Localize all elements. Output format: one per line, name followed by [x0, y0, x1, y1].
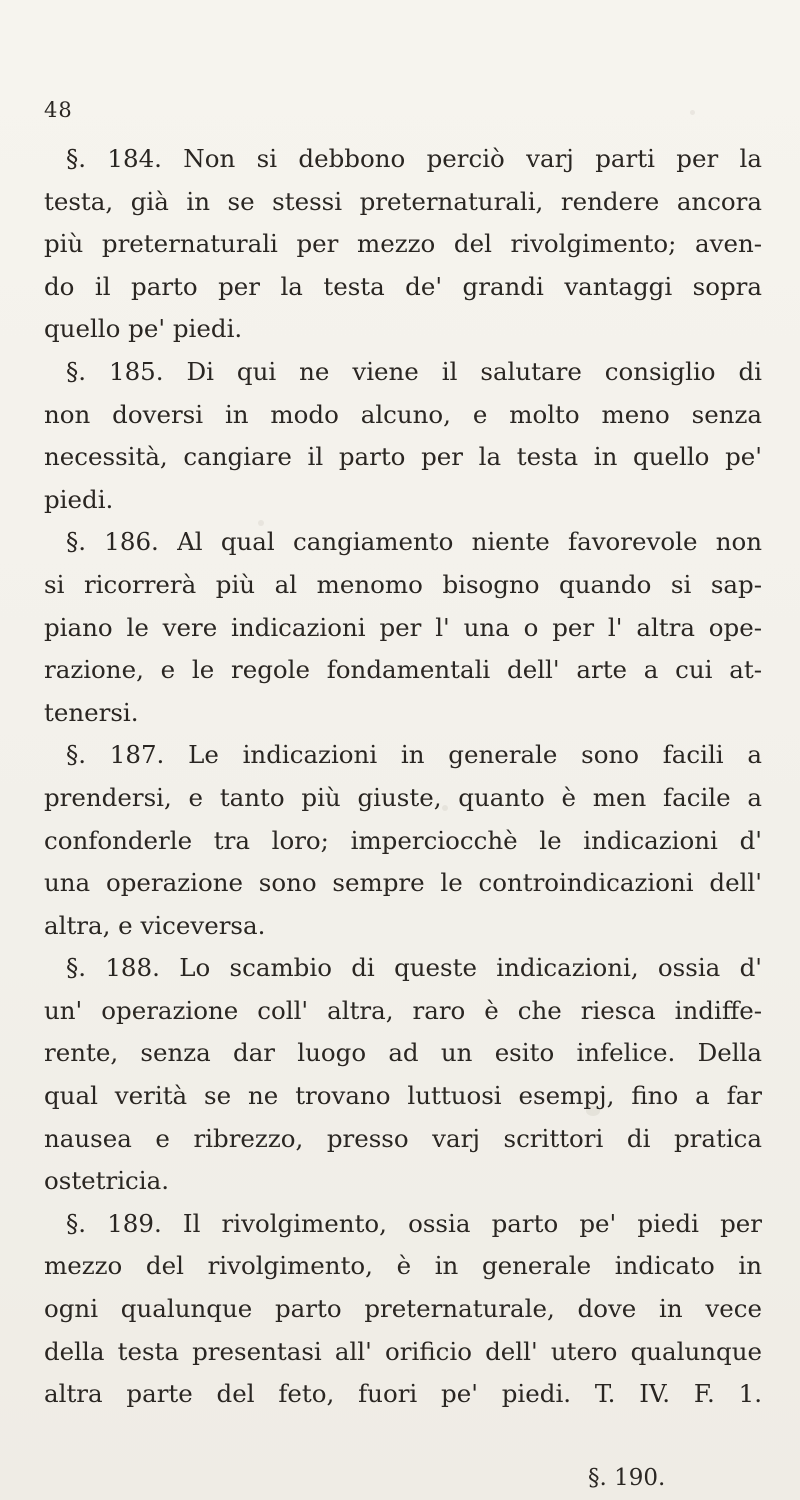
paper-stain	[690, 110, 695, 115]
text-line: altra parte del feto, fuori pe' piedi. T. IV. F. 1.	[44, 1379, 762, 1409]
body-text	[44, 138, 762, 1416]
text-line: non doversi in modo alcuno, e molto meno senza	[44, 399, 762, 429]
text-line: confonderle tra loro; imperciocchè le indicazioni d'	[44, 825, 762, 855]
text-line: §. 184. Non si debbono perciò varj parti per la	[66, 144, 762, 173]
text-line: §. 188. Lo scambio di queste indicazioni, ossia d'	[66, 953, 762, 983]
text-line: necessità, cangiare il parto per la testa in quello pe'	[44, 442, 762, 472]
text-line: più preternaturali per mezzo del rivolgimento; aven-	[44, 229, 762, 259]
text-line: quello pe' piedi.	[44, 314, 243, 344]
text-line: §. 189. Il rivolgimento, ossia parto pe' piedi per	[66, 1208, 762, 1238]
paragraph-187	[44, 734, 762, 947]
paragraph-184	[44, 138, 762, 351]
text-line: tenersi.	[44, 697, 139, 727]
text-line: un' operazione coll' altra, raro è che riesca indiffe-	[44, 995, 762, 1025]
text-line: §. 187. Le indicazioni in generale sono facili a	[66, 740, 762, 770]
text-line: §. 185. Di qui ne viene il salutare consiglio di	[66, 356, 762, 386]
text-line: qual verità se ne trovano luttuosi esempj, fino a far	[44, 1081, 762, 1111]
text-line: ogni qualunque parto preternaturale, dove in vece	[44, 1294, 762, 1324]
text-line: testa, già in se stessi preternaturali, rendere ancora	[44, 186, 762, 216]
paragraph-188	[44, 947, 762, 1203]
text-line: si ricorrerà più al menomo bisogno quando si sap-	[44, 569, 762, 599]
text-line: piedi.	[44, 484, 114, 514]
text-line: altra, e viceversa.	[44, 910, 266, 940]
text-line: §. 186. Al qual cangiamento niente favorevole non	[66, 527, 762, 557]
text-line: mezzo del rivolgimento, è in generale indicato in	[44, 1251, 762, 1281]
catchword: §. 190.	[588, 1465, 666, 1491]
paragraph-186	[44, 521, 762, 734]
text-line: nausea e ribrezzo, presso varj scrittori di pratica	[44, 1123, 762, 1153]
text-line: piano le vere indicazioni per l' una o per l' altra ope-	[44, 612, 762, 642]
text-line: una operazione sono sempre le controindicazioni dell'	[44, 868, 762, 898]
text-line: razione, e le regole fondamentali dell' arte a cui at-	[44, 655, 762, 685]
paragraph-189	[44, 1203, 762, 1416]
text-line: rente, senza dar luogo ad un esito infelice. Della	[44, 1038, 762, 1068]
paragraph-185	[44, 351, 762, 521]
text-line: ostetricia.	[44, 1166, 170, 1196]
text-line: prendersi, e tanto più giuste, quanto è men facile a	[44, 782, 762, 812]
page-number: 48	[44, 98, 73, 122]
text-line: della testa presentasi all' orificio dell' utero qualunque	[44, 1336, 762, 1366]
text-line: do il parto per la testa de' grandi vantaggi sopra	[44, 271, 762, 301]
